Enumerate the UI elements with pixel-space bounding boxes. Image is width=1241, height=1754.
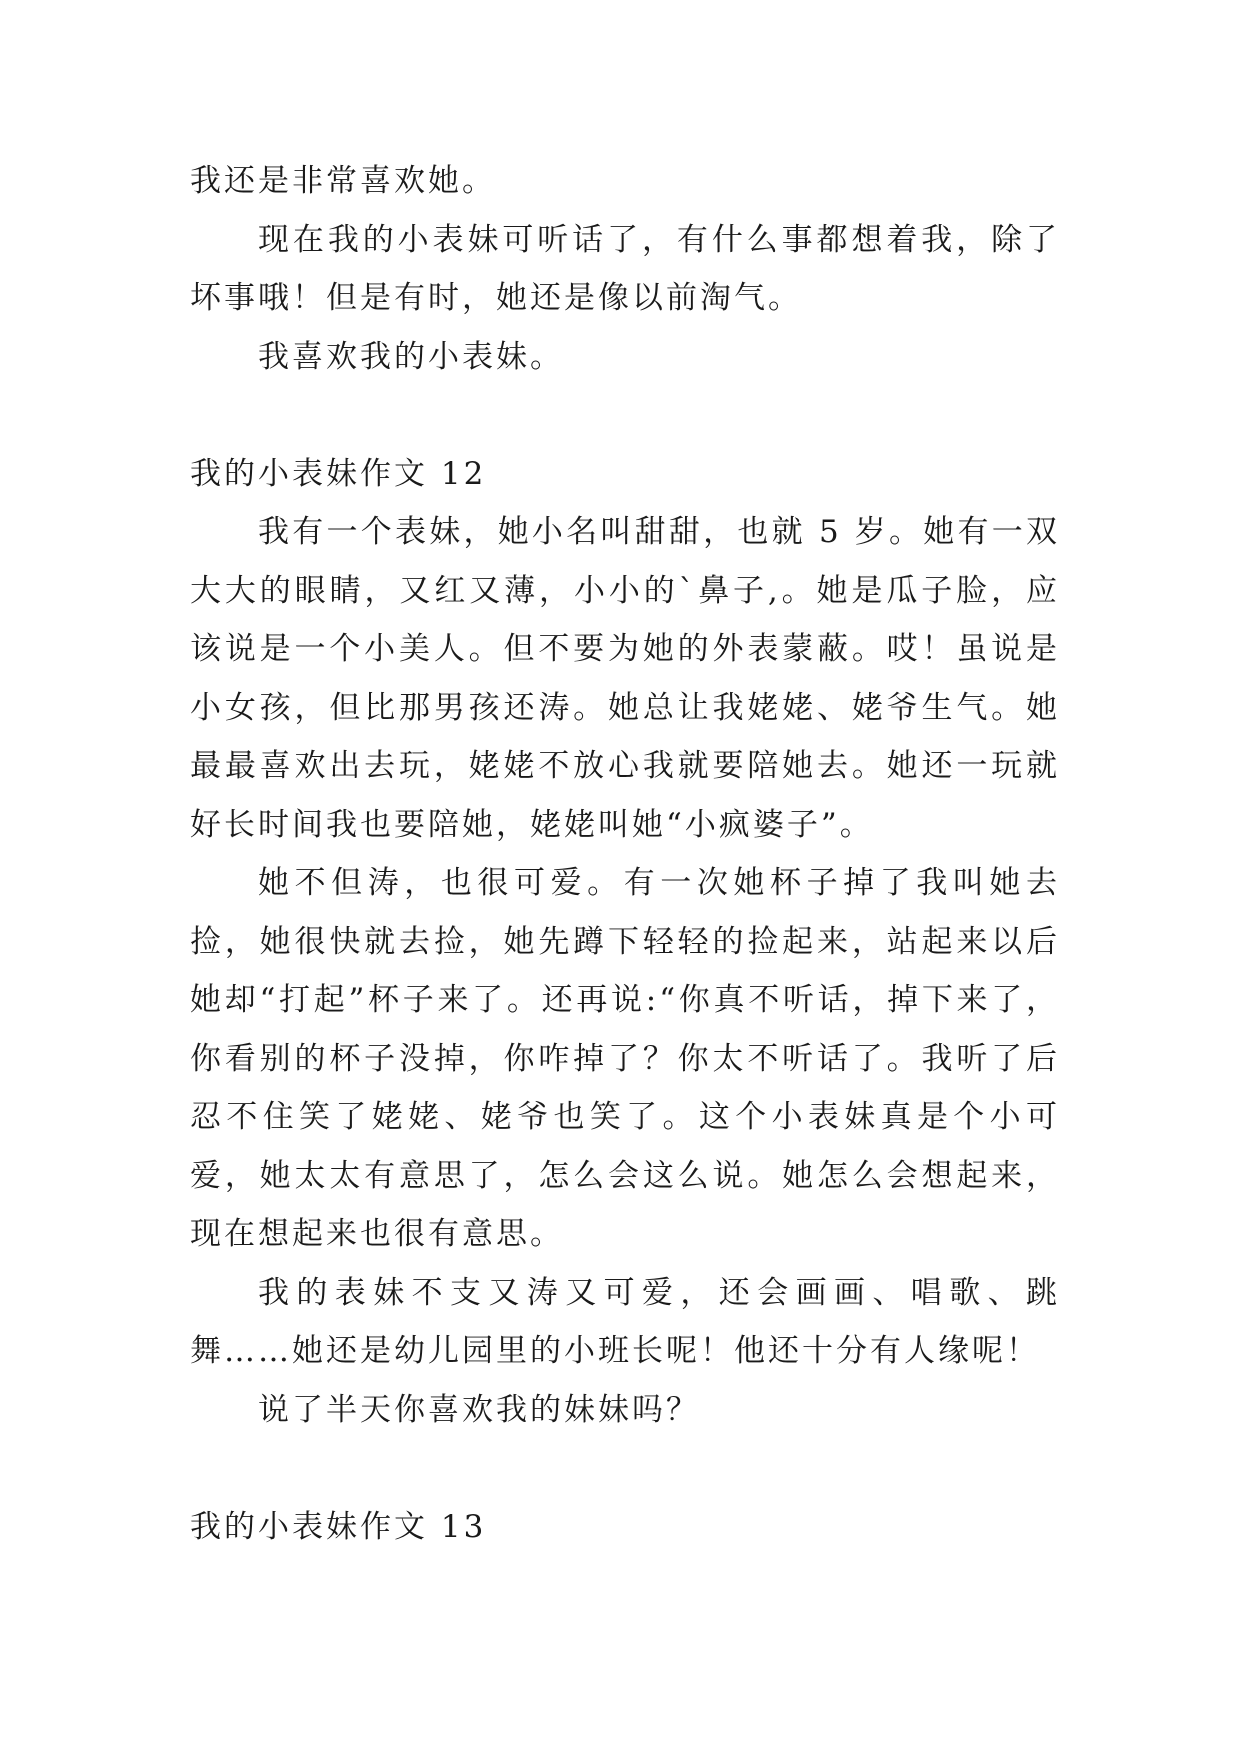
paragraph: 说了半天你喜欢我的妹妹吗？ [258,1391,700,1428]
paragraph: 现在我的小表妹可听话了，有什么事都想着我，除了坏事哦！但是有时，她还是像以前淘气。 [190,221,1060,316]
paragraph: 我的表妹不支又涛又可爱，还会画画、唱歌、跳舞……她还是幼儿园里的小班长呢！他还十分有人缘呢！ [190,1274,1060,1369]
blank-line [190,386,1060,445]
paragraph: 我有一个表妹，她小名叫甜甜，也就 5 岁。她有一双大大的眼睛，又红又薄，小小的`鼻子,。她是瓜子脸，应该说是一个小美人。但不要为她的外表蒙蔽。哎！虽说是小女孩，但比那男孩还涛。她总让我姥姥、姥爷生气。她最最喜欢出去玩，姥姥不放心我就要陪她去。她还一玩就好长时间我也要陪她，姥姥叫她“小疯婆子”。 [190,514,1060,843]
blank-line [190,1439,1060,1498]
paragraph: 她不但涛，也很可爱。有一次她杯子掉了我叫她去捡，她很快就去捡，她先蹲下轻轻的捡起来，站起来以后她却“打起”杯子来了。还再说:“你真不听话，掉下来了，你看别的杯子没掉，你咋掉了？你太不听话了。我听了后忍不住笑了姥姥、姥爷也笑了。这个小表妹真是个小可爱，她太太有意思了，怎么会这么说。她怎么会想起来，现在想起来也很有意思。 [190,865,1060,1252]
paragraph: 我喜欢我的小表妹。 [258,338,564,375]
essay-title: 我的小表妹作文 12 [190,455,487,492]
essay-title: 我的小表妹作文 13 [190,1508,487,1545]
document-body [190,152,1060,1556]
paragraph: 我还是非常喜欢她。 [190,163,496,199]
